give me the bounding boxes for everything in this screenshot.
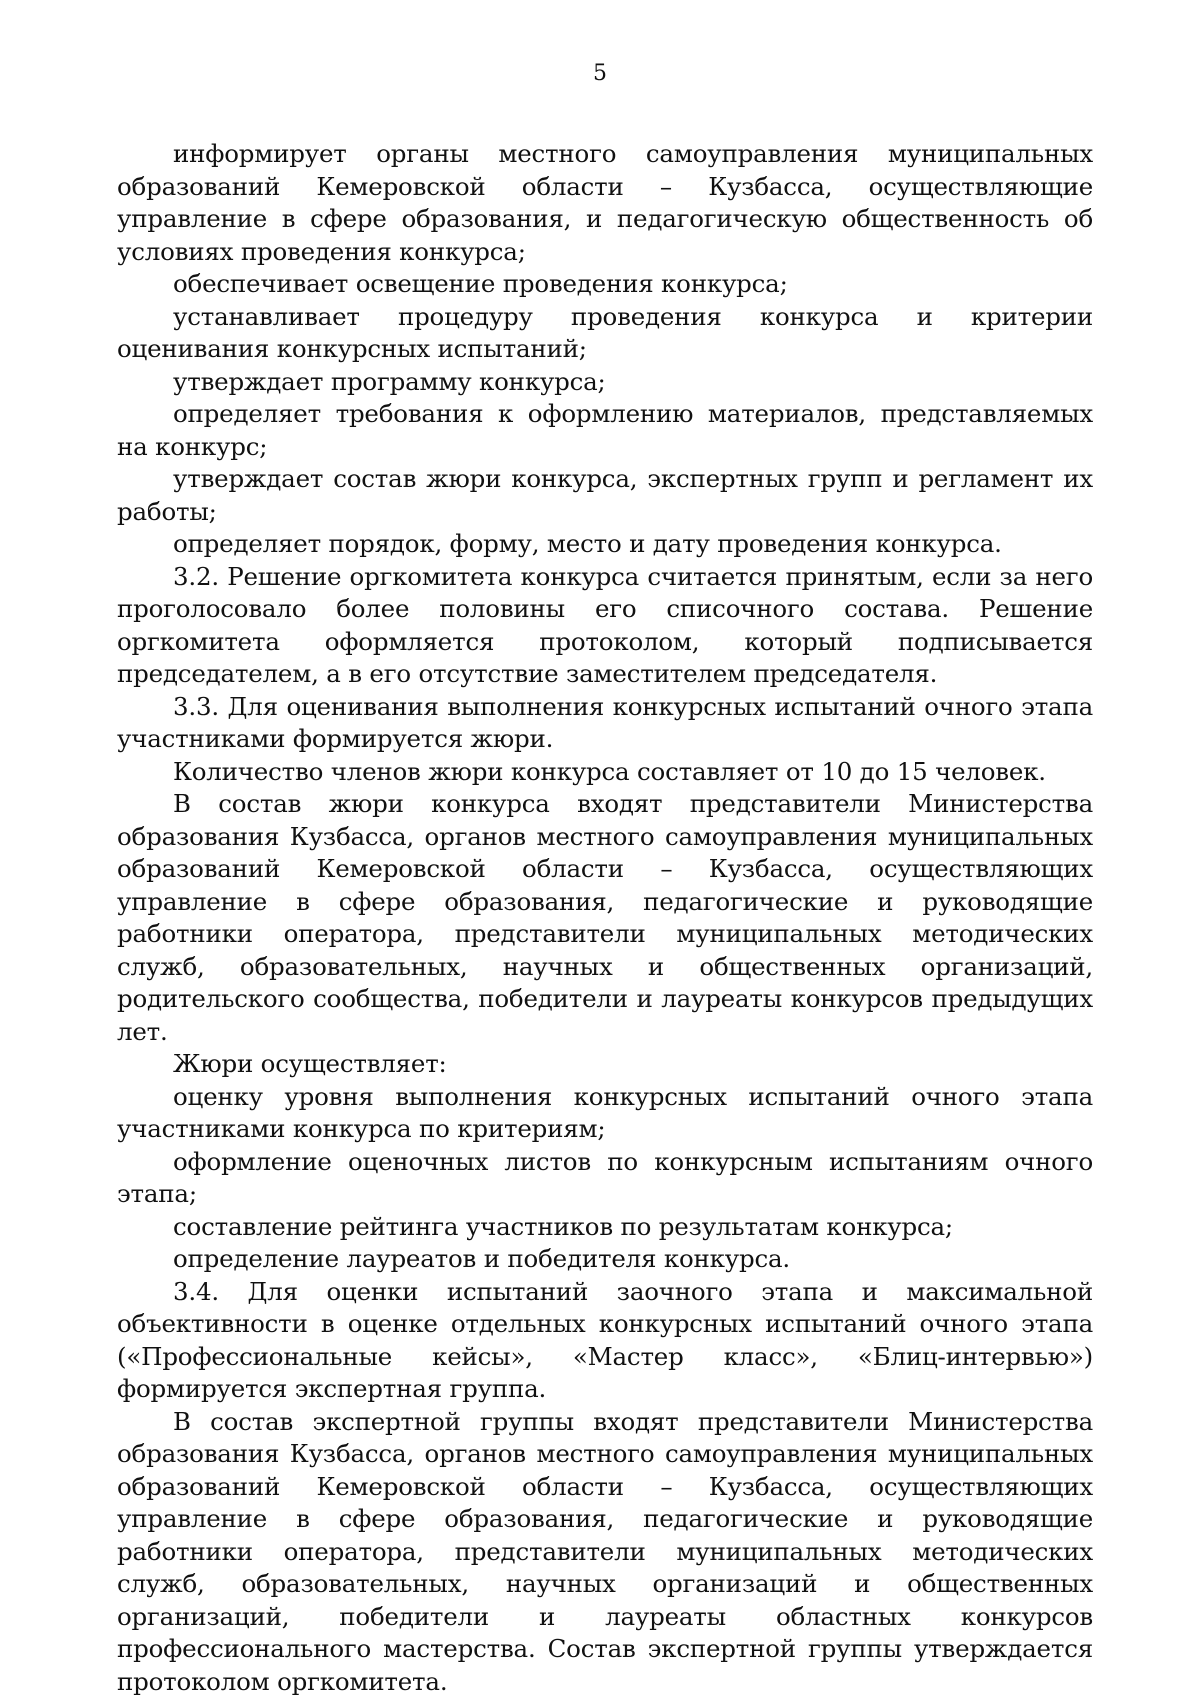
paragraph-section-3-4: 3.4. Для оценки испытаний заочного этапа и максимальной объективности в оценке отдельных конкурсных испытаний очного этапа («Профессиональные кейсы», «Мастер класс», «Блиц-интервью») формируется экспертная группа.	[117, 1276, 1093, 1403]
page-number: 5	[593, 61, 607, 86]
paragraph: определение лауреатов и победителя конкурса.	[173, 1244, 790, 1273]
paragraph: оформление оценочных листов по конкурсным испытаниям очного этапа;	[117, 1146, 1093, 1208]
paragraph-section-3-3: 3.3. Для оценивания выполнения конкурсных испытаний очного этапа участниками формируется жюри.	[117, 691, 1093, 753]
paragraph: Количество членов жюри конкурса составляет от 10 до 15 человек.	[173, 756, 1046, 786]
paragraph: В состав экспертной группы входят представители Министерства образования Кузбасса, органов местного самоуправления муниципальных образований Кемеровской области – Кузбасса, осуществляющих управление в сфере образования, педагогические и руководящие работники оператора, представители муниципальных методических служб, образовательных, научных организаций и общественных организаций, победители и лауреаты областных конкурсов профессионального мастерства. Состав экспертной группы утверждается протоколом оргкомитета.	[117, 1406, 1093, 1696]
paragraph: определяет требования к оформлению материалов, представляемых на конкурс;	[117, 399, 1093, 461]
paragraph: определяет порядок, форму, место и дату проведения конкурса.	[173, 529, 1002, 558]
paragraph: обеспечивает освещение проведения конкурса;	[173, 269, 788, 298]
document-body	[117, 138, 1093, 1698]
paragraph: Жюри осуществляет:	[173, 1049, 447, 1078]
paragraph: информирует органы местного самоуправления муниципальных образований Кемеровской области – Кузбасса, осуществляющие управление в сфере образования, и педагогическую общественность об условиях проведения конкурса;	[117, 139, 1093, 266]
paragraph: утверждает состав жюри конкурса, экспертных групп и регламент их работы;	[117, 464, 1093, 526]
paragraph: составление рейтинга участников по результатам конкурса;	[173, 1211, 953, 1241]
paragraph: В состав жюри конкурса входят представители Министерства образования Кузбасса, органов местного самоуправления муниципальных образований Кемеровской области – Кузбасса, осуществляющих управление в сфере образования, педагогические и руководящие работники оператора, представители муниципальных методических служб, образовательных, научных и общественных организаций, родительского сообщества, победители и лауреаты конкурсов предыдущих лет.	[117, 789, 1093, 1046]
paragraph: устанавливает процедуру проведения конкурса и критерии оценивания конкурсных испытаний;	[117, 301, 1093, 363]
paragraph-section-3-2: 3.2. Решение оргкомитета конкурса считается принятым, если за него проголосовало более половины его списочного состава. Решение оргкомитета оформляется протоколом, который подписывается председателем, а в его отсутствие заместителем председателя.	[117, 561, 1093, 688]
paragraph: утверждает программу конкурса;	[173, 366, 606, 396]
paragraph: оценку уровня выполнения конкурсных испытаний очного этапа участниками конкурса по критериям;	[117, 1081, 1093, 1143]
